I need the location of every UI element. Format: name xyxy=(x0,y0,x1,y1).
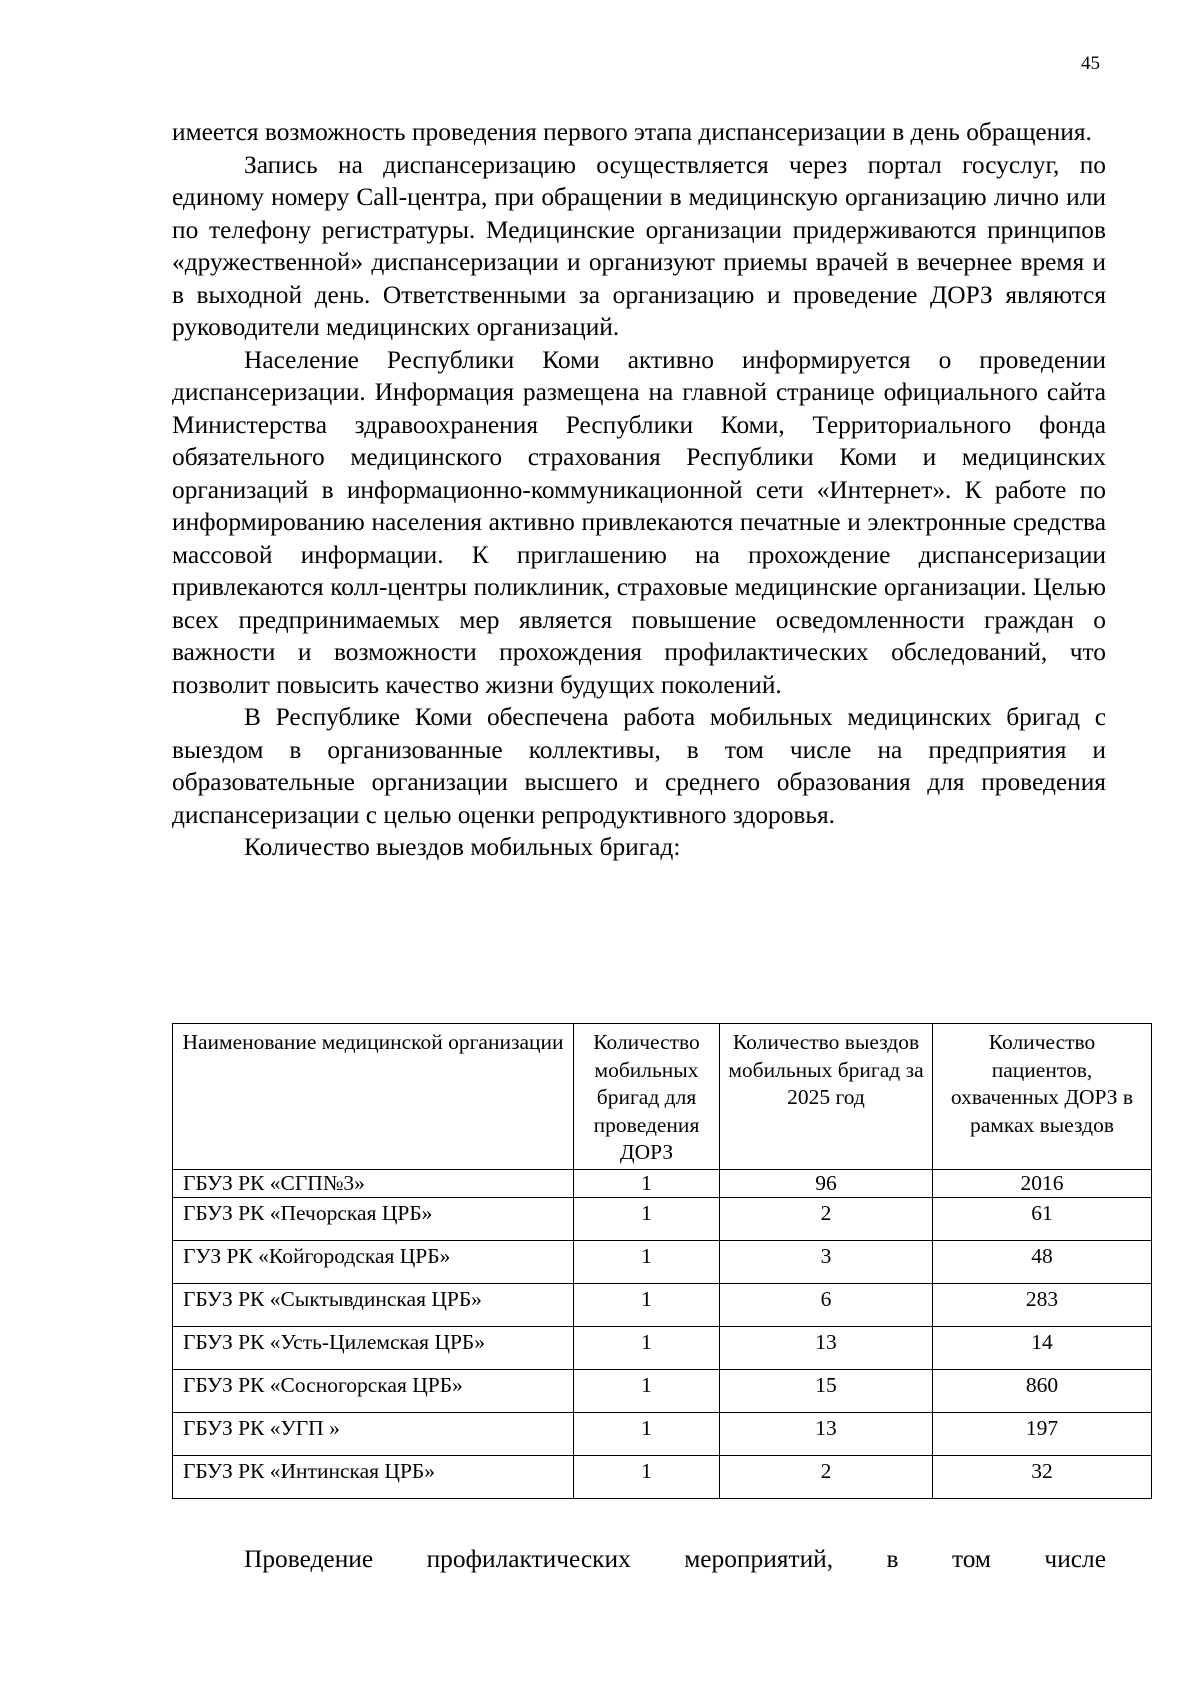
cell-patients: 197 xyxy=(933,1413,1152,1456)
cell-organization: ГБУЗ РК «Интинская ЦРБ» xyxy=(173,1456,574,1499)
cell-organization: ГБУЗ РК «УГП » xyxy=(173,1413,574,1456)
table-row xyxy=(173,1284,1152,1327)
cell-organization: ГБУЗ РК «Печорская ЦРБ» xyxy=(173,1198,574,1241)
cell-patients: 283 xyxy=(933,1284,1152,1327)
table-row xyxy=(173,1241,1152,1284)
cell-trips: 96 xyxy=(720,1169,933,1198)
paragraph-4: В Республике Коми обеспечена работа мобильных медицинских бригад с выездом в организованные коллективы, в том числе на предприятия и образовательные организации высшего и среднего образования для проведения диспансеризации с целью оценки репродуктивного здоровья. xyxy=(172,703,1106,829)
cell-trips: 2 xyxy=(720,1456,933,1499)
cell-organization: ГБУЗ РК «СГП№3» xyxy=(173,1169,574,1198)
cell-trips: 3 xyxy=(720,1241,933,1284)
continuation-word: мероприятий, xyxy=(684,1545,834,1573)
table-row xyxy=(173,1198,1152,1241)
cell-trips: 13 xyxy=(720,1413,933,1456)
page-number: 45 xyxy=(1081,53,1100,74)
cell-patients: 2016 xyxy=(933,1169,1152,1198)
table-row xyxy=(173,1370,1152,1413)
cell-brigades: 1 xyxy=(574,1413,720,1456)
continuation-word: в xyxy=(886,1545,899,1573)
mobile-brigades-table xyxy=(172,1023,1152,1499)
header-trips-count: Количество выездов мобильных бригад за 2025 год xyxy=(720,1024,933,1170)
cell-brigades: 1 xyxy=(574,1284,720,1327)
continuation-word: профилактических xyxy=(426,1545,631,1573)
header-brigades-count: Количество мобильных бригад для проведения ДОРЗ xyxy=(574,1024,720,1170)
cell-organization: ГБУЗ РК «Сыктывдинская ЦРБ» xyxy=(173,1284,574,1327)
cell-brigades: 1 xyxy=(574,1198,720,1241)
table-row xyxy=(173,1456,1152,1499)
cell-trips: 13 xyxy=(720,1327,933,1370)
cell-brigades: 1 xyxy=(574,1370,720,1413)
paragraph-2: Запись на диспансеризацию осуществляется через портал госуслуг, по единому номеру Call-центра, при обращении в медицинскую организацию лично или по телефону регистратуры. Медицинские организации придерживаются принципов «дружественной» диспансеризации и организуют приемы врачей в вечернее время и в выходной день. Ответственными за организацию и проведение ДОРЗ являются руководители медицинских организаций. xyxy=(172,150,1106,341)
cell-patients: 860 xyxy=(933,1370,1152,1413)
continuation-word: том xyxy=(951,1545,991,1573)
paragraph-1: имеется возможность проведения первого этапа диспансеризации в день обращения. xyxy=(172,118,1092,146)
continuation-word: Проведение xyxy=(244,1545,374,1573)
cell-brigades: 1 xyxy=(574,1327,720,1370)
cell-patients: 14 xyxy=(933,1327,1152,1370)
cell-trips: 15 xyxy=(720,1370,933,1413)
cell-brigades: 1 xyxy=(574,1241,720,1284)
cell-patients: 61 xyxy=(933,1198,1152,1241)
cell-patients: 48 xyxy=(933,1241,1152,1284)
cell-brigades: 1 xyxy=(574,1169,720,1198)
cell-trips: 2 xyxy=(720,1198,933,1241)
header-organization: Наименование медицинской организации xyxy=(173,1024,574,1170)
mobile-brigades-table-wrap xyxy=(172,1023,1152,1499)
table-row xyxy=(173,1169,1152,1198)
cell-organization: ГУЗ РК «Койгородская ЦРБ» xyxy=(173,1241,574,1284)
table-header-row xyxy=(173,1024,1152,1170)
body-text xyxy=(172,116,1106,864)
cell-trips: 6 xyxy=(720,1284,933,1327)
paragraph-3: Население Республики Коми активно информируется о проведении диспансеризации. Информация размещена на главной странице официального сайта Министерства здравоохранения Республики Коми, Территориального фонда обязательного медицинского страхования Республики Коми и медицинских организаций в информационно-коммуникационной сети «Интернет». К работе по информированию населения активно привлекаются печатные и электронные средства массовой информации. К приглашению на прохождение диспансеризации привлекаются колл-центры поликлиник, страховые медицинские организации. Целью всех предпринимаемых мер является повышение осведомленности граждан о важности и возможности прохождения профилактических обследований, что позволит повысить качество жизни будущих поколений. xyxy=(172,345,1106,699)
cell-organization: ГБУЗ РК «Усть-Цилемская ЦРБ» xyxy=(173,1327,574,1370)
continuation-line xyxy=(244,1543,1106,1577)
cell-brigades: 1 xyxy=(574,1456,720,1499)
cell-organization: ГБУЗ РК «Сосногорская ЦРБ» xyxy=(173,1370,574,1413)
table-row xyxy=(173,1327,1152,1370)
table-row xyxy=(173,1413,1152,1456)
continuation-word: числе xyxy=(1044,1545,1106,1573)
header-patients-count: Количество пациентов, охваченных ДОРЗ в рамках выездов xyxy=(933,1024,1152,1170)
cell-patients: 32 xyxy=(933,1456,1152,1499)
paragraph-5: Количество выездов мобильных бригад: xyxy=(244,833,681,861)
